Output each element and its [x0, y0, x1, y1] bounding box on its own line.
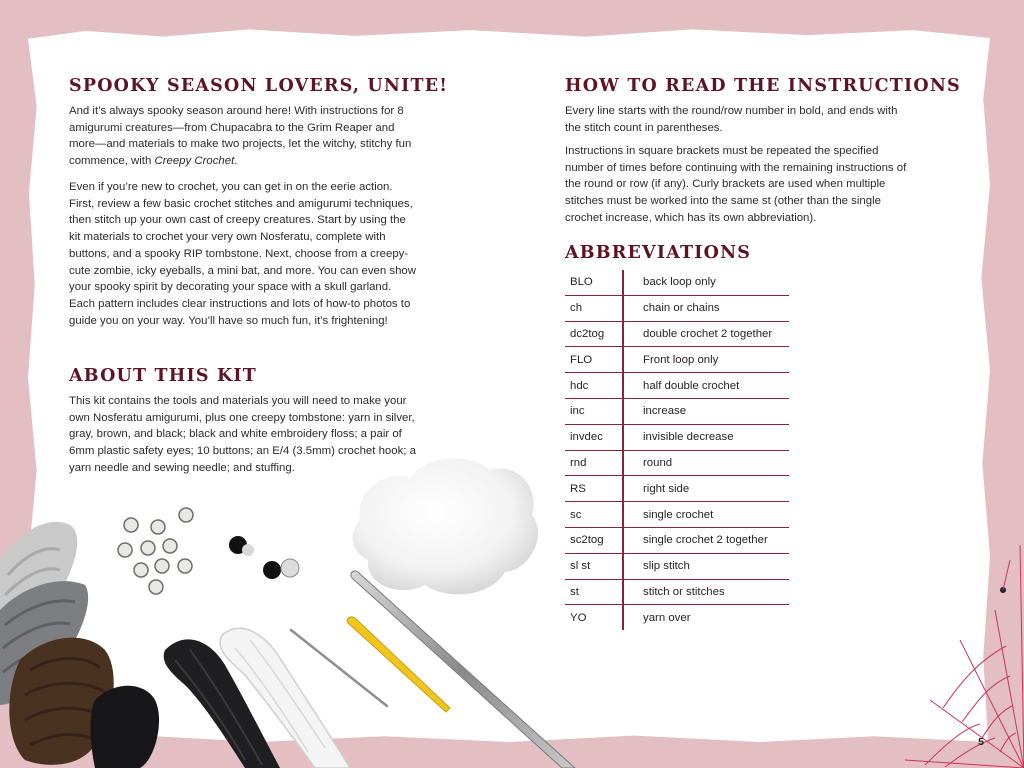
crochet-hook-icon — [351, 571, 575, 768]
abbr-meaning: increase — [623, 398, 789, 424]
abbr-term: YO — [565, 605, 623, 630]
abbr-term: inc — [565, 398, 623, 424]
abbr-meaning: back loop only — [623, 270, 789, 295]
abbr-term: rnd — [565, 450, 623, 476]
abbr-meaning: chain or chains — [623, 295, 789, 321]
abbr-term: sl st — [565, 553, 623, 579]
abbr-term: dc2tog — [565, 321, 623, 347]
abbr-meaning: right side — [623, 476, 789, 502]
abbr-term: RS — [565, 476, 623, 502]
abbreviations-heading: ABBREVIATIONS — [565, 243, 752, 263]
spooky-season-heading: SPOOKY SEASON LOVERS, UNITE! — [69, 76, 449, 96]
abbr-meaning: Front loop only — [623, 347, 789, 373]
abbr-term: st — [565, 579, 623, 605]
abbr-term: sc2tog — [565, 527, 623, 553]
page-number: 5 — [978, 736, 984, 748]
abbr-meaning: round — [623, 450, 789, 476]
abbr-term: hdc — [565, 373, 623, 399]
abbr-term: ch — [565, 295, 623, 321]
abbr-meaning: double crochet 2 together — [623, 321, 789, 347]
spooky-paragraph-2: Even if you’re new to crochet, you can get in on the eerie action. First, review a few basic crochet stitches and amigurumi techniques, then stitch up your own cast of creepy creatures. Start by using the kit materials to crochet your very own Nosferatu, complete with buttons, and a spooky RIP tombstone. Next, choose from a creepy-cute zombie, icky eyeballs, a mini bat, and more. You can even show your spooky spirit by decorating your space with a skull garland. Each pattern includes clear instructions and lots of how-to photos to guide you on your way. You’ll have so much fun, it’s frightening! — [69, 181, 416, 327]
buttons-icon — [118, 508, 193, 594]
safety-eyes-icon — [229, 536, 299, 579]
black-yarn-icon — [90, 686, 159, 768]
abbr-meaning: slip stitch — [623, 553, 789, 579]
abbr-meaning: single crochet — [623, 502, 789, 528]
abbr-meaning: single crochet 2 together — [623, 527, 789, 553]
abbr-meaning: yarn over — [643, 611, 691, 624]
cobweb-icon — [905, 545, 1024, 768]
abbr-term: invdec — [565, 424, 623, 450]
abbr-term: BLO — [565, 270, 623, 295]
stuffing-icon — [353, 458, 538, 594]
abbr-meaning: stitch or stitches — [623, 579, 789, 605]
how-to-read-heading: HOW TO READ THE INSTRUCTIONS — [565, 76, 961, 96]
how-to-paragraph-1: Every line starts with the round/row number in bold, and ends with the stitch count in parentheses. — [565, 105, 898, 134]
spooky-paragraph-1: And it’s always spooky season around here! With instructions for 8 amigurumi creatures—from Chupacabra to the Grim Reaper and more—and materials to make two projects, let the witchy, stitchy fun commence, with Creepy Crochet. — [69, 105, 412, 168]
abbr-term: sc — [565, 502, 623, 528]
how-to-paragraph-2: Instructions in square brackets must be repeated the specified number of times before continuing with the remaining instructions of the round or row (if any). Curly brackets are used when multiple stitches must be worked into the same st (other than the single crochet increase, which has its own abbreviation). — [565, 145, 907, 224]
about-kit-heading: ABOUT THIS KIT — [69, 366, 258, 386]
abbr-meaning: invisible decrease — [623, 424, 789, 450]
abbr-term: FLO — [565, 347, 623, 373]
yarn-needle-icon — [347, 617, 450, 712]
about-kit-paragraph: This kit contains the tools and materials you will need to make your own Nosferatu amigurumi, plus one creepy tombstone: yarn in silver, gray, brown, and black; black and white embroidery floss; a pair of 6mm plastic safety eyes; 10 buttons; an E/4 (3.5mm) crochet hook; a yarn needle and sewing needle; and stuffing. — [69, 395, 416, 474]
abbr-meaning: half double crochet — [623, 373, 789, 399]
